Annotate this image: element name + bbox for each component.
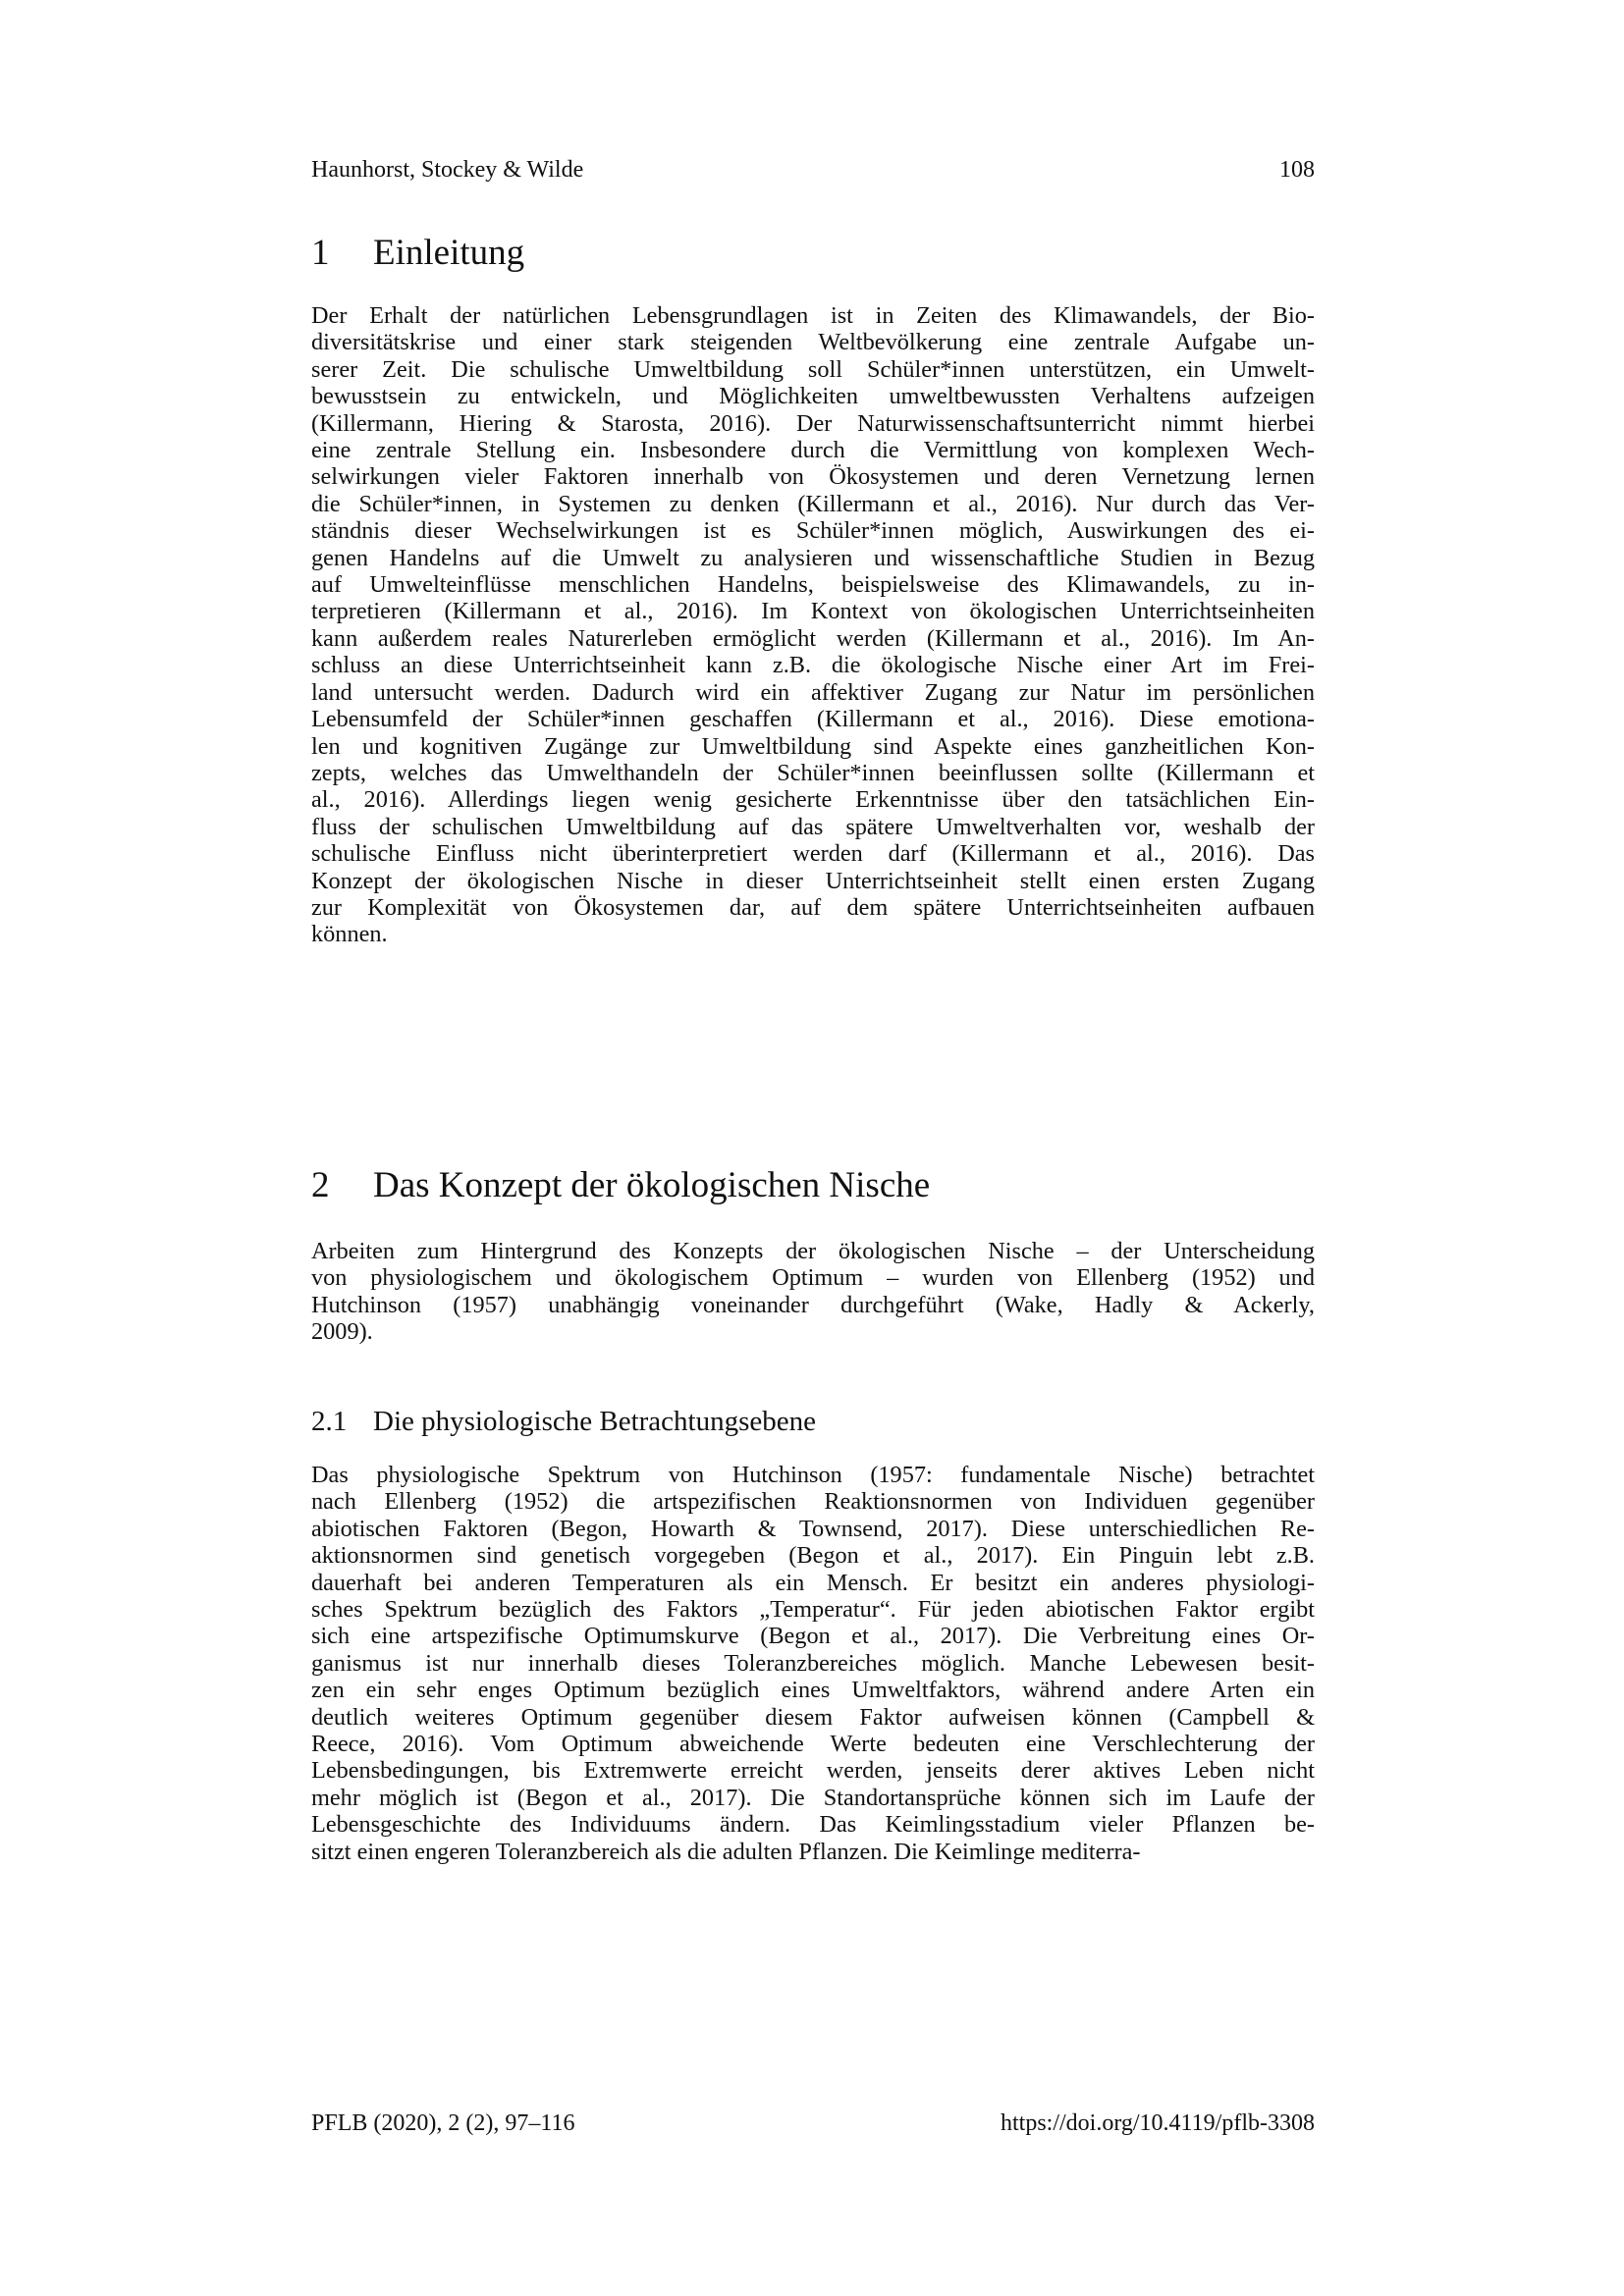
text-line: Arbeiten zum Hintergrund des Konzepts der ökologischen Nische – der Unterscheidung — [311, 1238, 1315, 1264]
text-line: len und kognitiven Zugänge zur Umweltbildung sind Aspekte eines ganzheitlichen Kon- — [311, 732, 1315, 760]
footer-doi-link[interactable]: https://doi.org/10.4119/pflb-3308 — [1000, 2110, 1315, 2136]
text-line: dauerhaft bei anderen Temperaturen als ein Mensch. Er besitzt ein anderes physiologi- — [311, 1569, 1315, 1596]
text-line: aktionsnormen sind genetisch vorgegeben (Begon et al., 2017). Ein Pinguin lebt z.B. — [311, 1542, 1315, 1570]
footer-citation: PFLB (2020), 2 (2), 97–116 — [311, 2110, 575, 2136]
text-line: zur Komplexität von Ökosystemen dar, auf dem spätere Unterrichtseinheiten aufbauen — [311, 893, 1315, 921]
text-line: deutlich weiteres Optimum gegenüber diesem Faktor aufweisen können (Campbell & — [311, 1703, 1315, 1731]
running-footer — [311, 2109, 1315, 2138]
text-line: nach Ellenberg (1952) die artspezifischen Reaktionsnormen von Individuen gegenüber — [311, 1488, 1315, 1516]
text-line: sches Spektrum bezüglich des Faktors „Temperatur“. Für jeden abiotischen Faktor ergibt — [311, 1596, 1315, 1624]
text-line: bewusstsein zu entwickeln, und Möglichkeiten umweltbewussten Verhaltens aufzeigen — [311, 383, 1315, 410]
text-line: Reece, 2016). Vom Optimum abweichende Werte bedeuten eine Verschlechterung der — [311, 1731, 1315, 1758]
text-line: al., 2016). Allerdings liegen wenig gesicherte Erkenntnisse über den tatsächlichen Ein- — [311, 786, 1315, 814]
text-line: ganismus ist nur innerhalb dieses Toleranzbereiches möglich. Manche Lebewesen besit- — [311, 1649, 1315, 1677]
text-line: Der Erhalt der natürlichen Lebensgrundlagen ist in Zeiten des Klimawandels, der Bio- — [311, 302, 1315, 329]
text-line: (Killermann, Hiering & Starosta, 2016). Der Naturwissenschaftsunterricht nimmt hierbei — [311, 409, 1315, 437]
text-line: zen ein sehr enges Optimum bezüglich eines Umweltfaktors, während andere Arten ein — [311, 1677, 1315, 1704]
text-line: schulische Einfluss nicht überinterpretiert werden darf (Killermann et al., 2016). Das — [311, 840, 1315, 868]
text-line: diversitätskrise und einer stark steigenden Weltbevölkerung eine zentrale Aufgabe un- — [311, 329, 1315, 356]
text-line: Lebensumfeld der Schüler*innen geschaffen (Killermann et al., 2016). Diese emotiona- — [311, 706, 1315, 733]
section-title: Einleitung — [373, 233, 525, 273]
section-number: 1 — [311, 233, 330, 273]
text-line: serer Zeit. Die schulische Umweltbildung soll Schüler*innen unterstützen, ein Umwelt- — [311, 355, 1315, 383]
paragraph-konzept-nische — [311, 1238, 1315, 1346]
paragraph-einleitung — [311, 302, 1315, 948]
text-line: genen Handelns auf die Umwelt zu analysieren und wissenschaftliche Studien in Bezug — [311, 544, 1315, 571]
text-line: Konzept der ökologischen Nische in dieser Unterrichtseinheit stellt einen ersten Zugang — [311, 867, 1315, 894]
section-heading-konzept-nische — [311, 1164, 1315, 1207]
text-line: schluss an diese Unterrichtseinheit kann z.B. die ökologische Nische einer Art im Frei- — [311, 652, 1315, 679]
text-line: fluss der schulischen Umweltbildung auf das spätere Umweltverhalten vor, weshalb der — [311, 813, 1315, 840]
text-line: land untersucht werden. Dadurch wird ein affektiver Zugang zur Natur im persönlichen — [311, 678, 1315, 706]
header-authors: Haunhorst, Stockey & Wilde — [311, 157, 584, 183]
text-line: sich eine artspezifische Optimumskurve (Begon et al., 2017). Die Verbreitung eines Or- — [311, 1623, 1315, 1650]
text-line: Lebensbedingungen, bis Extremwerte erreicht werden, jenseits derer aktives Leben nicht — [311, 1757, 1315, 1785]
text-line: terpretieren (Killermann et al., 2016). Im Kontext von ökologischen Unterrichtseinheiten — [311, 598, 1315, 625]
text-line: 2009). — [311, 1318, 373, 1346]
text-line: von physiologischem und ökologischem Optimum – wurden von Ellenberg (1952) und — [311, 1264, 1315, 1292]
section-title: Das Konzept der ökologischen Nische — [373, 1165, 931, 1205]
text-line: eine zentrale Stellung ein. Insbesondere durch die Vermittlung von komplexen Wech- — [311, 437, 1315, 464]
text-line: abiotischen Faktoren (Begon, Howarth & Townsend, 2017). Diese unterschiedlichen Re- — [311, 1515, 1315, 1542]
text-line: selwirkungen vieler Faktoren innerhalb von Ökosystemen und deren Vernetzung lernen — [311, 463, 1315, 491]
running-header — [311, 155, 1315, 185]
text-line: Hutchinson (1957) unabhängig voneinander durchgeführt (Wake, Hadly & Ackerly, — [311, 1291, 1315, 1318]
paragraph-physiologische-ebene — [311, 1462, 1315, 1865]
text-line: kann außerdem reales Naturerleben ermöglicht werden (Killermann et al., 2016). Im An- — [311, 624, 1315, 652]
header-page-number: 108 — [1279, 157, 1315, 183]
subsection-title: Die physiologische Betrachtungsebene — [373, 1406, 816, 1437]
text-line: mehr möglich ist (Begon et al., 2017). Die Standortansprüche können sich im Laufe der — [311, 1784, 1315, 1811]
section-number: 2 — [311, 1165, 330, 1205]
text-line: Das physiologische Spektrum von Hutchinson (1957: fundamentale Nische) betrachtet — [311, 1462, 1315, 1488]
text-line: Lebensgeschichte des Individuums ändern. Das Keimlingsstadium vieler Pflanzen be- — [311, 1811, 1315, 1839]
text-line: die Schüler*innen, in Systemen zu denken (Killermann et al., 2016). Nur durch das Ver- — [311, 490, 1315, 517]
text-line: ständnis dieser Wechselwirkungen ist es Schüler*innen möglich, Auswirkungen des ei- — [311, 517, 1315, 545]
section-heading-einleitung — [311, 232, 1315, 275]
text-line: zepts, welches das Umwelthandeln der Schüler*innen beeinflussen sollte (Killermann et — [311, 759, 1315, 786]
subsection-number: 2.1 — [311, 1406, 348, 1437]
subsection-heading-physiologische-ebene — [311, 1404, 1315, 1439]
text-line: auf Umwelteinflüsse menschlichen Handelns, beispielsweise des Klimawandels, zu in- — [311, 571, 1315, 599]
text-line: können. — [311, 921, 388, 948]
text-line: sitzt einen engeren Toleranzbereich als die adulten Pflanzen. Die Keimlinge mediterra- — [311, 1838, 1141, 1865]
